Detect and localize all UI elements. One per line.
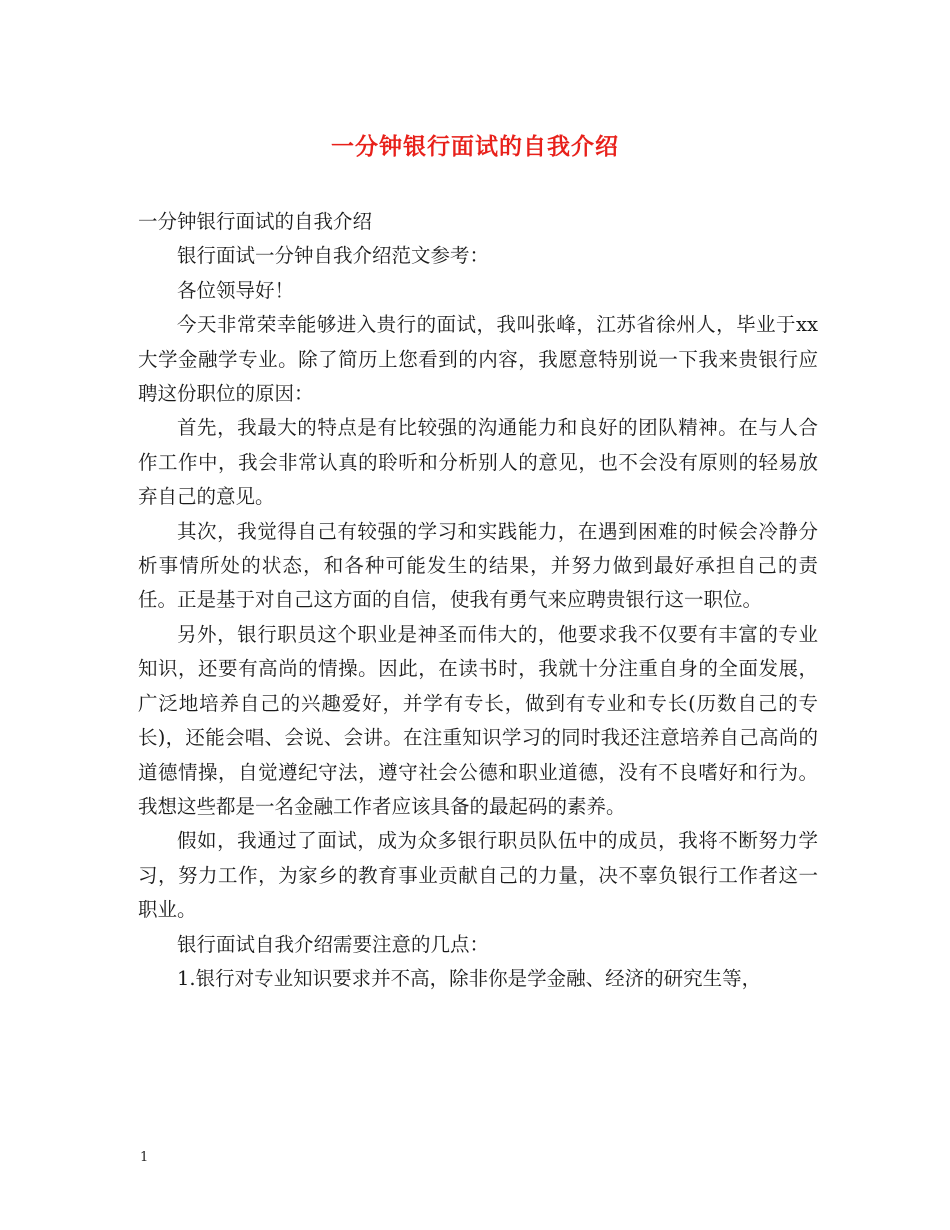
paragraph: 假如，我通过了面试，成为众多银行职员队伍中的成员，我将不断努力学习，努力工作，为家乡的教育事业贡献自己的力量，决不辜负银行工作者这一职业。 bbox=[138, 829, 818, 922]
document-title: 一分钟银行面试的自我介绍 bbox=[331, 133, 619, 160]
paragraph: 其次，我觉得自己有较强的学习和实践能力，在遇到困难的时候会冷静分析事情所处的状态，和各种可能发生的结果，并努力做到最好承担自己的责任。正是基于对自己这方面的自信，使我有勇气来应聘贵银行这一职位。 bbox=[138, 519, 818, 612]
paragraph: 今天非常荣幸能够进入贵行的面试，我叫张峰，江苏省徐州人，毕业于xx大学金融学专业。除了简历上您看到的内容，我愿意特别说一下我来贵银行应聘这份职位的原因： bbox=[138, 313, 818, 406]
page-number: 1 bbox=[140, 1150, 149, 1165]
paragraph: 银行面试一分钟自我介绍范文参考： bbox=[177, 244, 490, 268]
document-body bbox=[138, 205, 818, 996]
paragraph: 另外，银行职员这个职业是神圣而伟大的，他要求我不仅要有丰富的专业知识，还要有高尚的情操。因此，在读书时，我就十分注重自身的全面发展，广泛地培养自己的兴趣爱好，并学有专长，做到有专业和专长(历数自己的专长)，还能会唱、会说、会讲。在注重知识学习的同时我还注意培养自己高尚的道德情操，自觉遵纪守法，遵守社会公德和职业道德，没有不良嗜好和行为。我想这些都是一名金融工作者应该具备的最起码的素养。 bbox=[138, 622, 818, 818]
paragraph: 首先，我最大的特点是有比较强的沟通能力和良好的团队精神。在与人合作工作中，我会非常认真的聆听和分析别人的意见，也不会没有原则的轻易放弃自己的意见。 bbox=[138, 416, 818, 509]
paragraph: 银行面试自我介绍需要注意的几点： bbox=[177, 932, 490, 956]
paragraph: 1.银行对专业知识要求并不高，除非你是学金融、经济的研究生等， bbox=[177, 966, 762, 990]
paragraph: 各位领导好！ bbox=[177, 278, 295, 302]
paragraph: 一分钟银行面试的自我介绍 bbox=[138, 210, 373, 233]
